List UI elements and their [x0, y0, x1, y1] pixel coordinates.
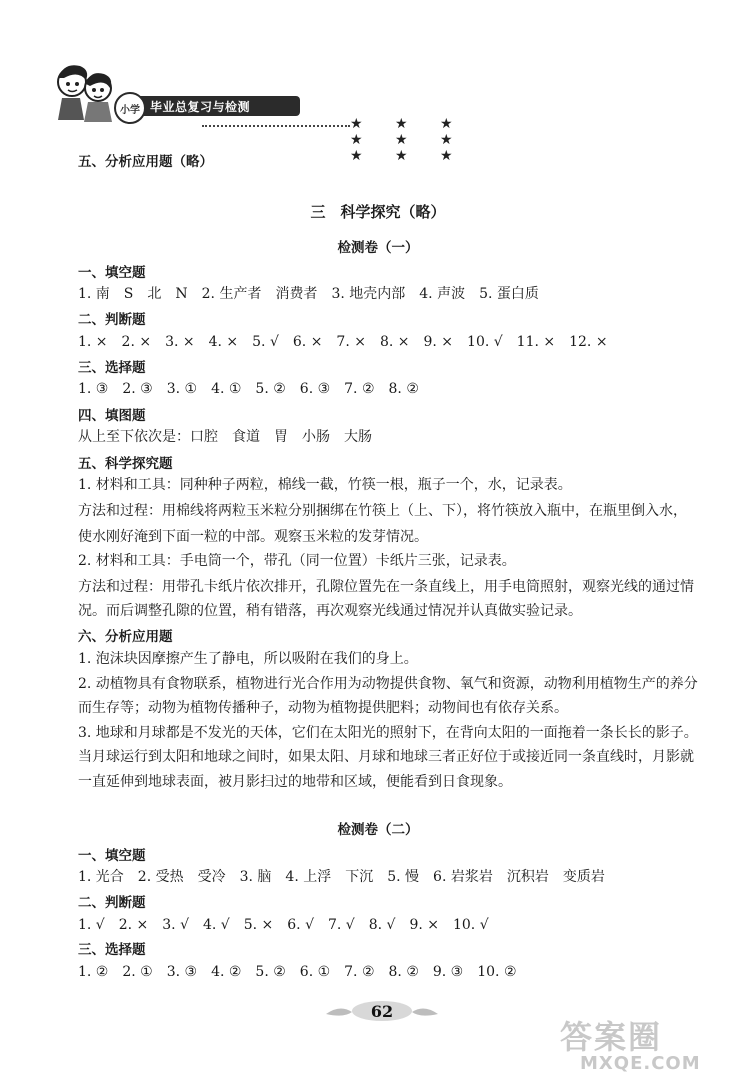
answer-line: 3. 地球和月球都是不发光的天体，它们在太阳光的照射下，在背向太阳的一面拖着一条长长的影子。	[78, 725, 698, 741]
answer-line: 2. 材料和工具：手电筒一个，带孔（同一位置）卡纸片三张，记录表。	[78, 553, 516, 569]
test-title-1: 检测卷（一）	[337, 240, 419, 256]
section-heading: 一、填空题	[78, 848, 146, 864]
answer-line: 使水刚好淹到下面一粒的中部。观察玉米粒的发芽情况。	[78, 529, 428, 545]
answer-line: 1. 材料和工具：同种种子两粒，棉线一截，竹筷一根，瓶子一个，水，记录表。	[78, 477, 572, 493]
answer-line: 从上至下依次是：口腔 食道 胃 小肠 大肠	[78, 429, 372, 445]
section-heading: 五、分析应用题（略）	[78, 154, 213, 170]
answer-line: 方法和过程：用棉线将两粒玉米粒分别捆绑在竹筷上（上、下），将竹筷放入瓶中，在瓶里倒入水，	[78, 503, 687, 519]
page-number: 62	[370, 1001, 394, 1021]
answer-line: 而生存等；动物为植物传播种子，动物为植物提供肥料；动物间也有依存关系。	[78, 700, 568, 716]
section-heading: 四、填图题	[78, 408, 146, 424]
section-heading: 一、填空题	[78, 265, 146, 281]
series-banner	[120, 96, 300, 116]
section-heading: 五、科学探究题	[78, 456, 173, 472]
watermark-logo	[560, 1020, 740, 1080]
answer-line: 1. 南 S 北 N 2. 生产者 消费者 3. 地壳内部 4. 声波 5. 蛋白质	[78, 286, 539, 302]
section-heading: 二、判断题	[78, 895, 146, 911]
answer-line: 一直延伸到地球表面，被月影扫过的地带和区域，便能看到日食现象。	[78, 774, 512, 790]
watermark-url: MXQE.COM	[580, 1053, 701, 1074]
answer-line: 1. √ 2. × 3. √ 4. √ 5. × 6. √ 7. √ 8. √ 9. × 10. √	[78, 917, 489, 933]
answer-line: 1. 泡沫块因摩擦产生了静电，所以吸附在我们的身上。	[78, 651, 418, 667]
answer-line: 1. ③ 2. ③ 3. ① 4. ① 5. ② 6. ③ 7. ② 8. ②	[78, 381, 419, 397]
answer-line: 1. × 2. × 3. × 4. × 5. √ 6. × 7. × 8. × 9. × 10. √ 11. × 12. ×	[78, 334, 608, 350]
test-title-2: 检测卷（二）	[337, 822, 419, 838]
section-heading: 三、选择题	[78, 942, 146, 958]
answer-line: 1. ② 2. ① 3. ③ 4. ② 5. ② 6. ① 7. ② 8. ② 9. ③ 10. ②	[78, 964, 517, 980]
header-dotted-rule	[202, 125, 350, 127]
answer-line: 方法和过程：用带孔卡纸片依次排开，孔隙位置先在一条直线上，用手电筒照射，观察光线的通过情	[78, 579, 694, 595]
watermark-text: 答案圈	[560, 1018, 663, 1056]
answer-line: 当月球运行到太阳和地球之间时，如果太阳、月球和地球三者正好位于或接近同一条直线时，月影就	[78, 749, 694, 765]
answer-line: 1. 光合 2. 受热 受冷 3. 脑 4. 上浮 下沉 5. 慢 6. 岩浆岩 沉积岩 变质岩	[78, 869, 605, 885]
section-heading: 二、判断题	[78, 312, 146, 328]
section-heading: 三、选择题	[78, 360, 146, 376]
series-badge: 小学	[114, 92, 146, 124]
header-stars: ★ ★ ★ ★ ★ ★ ★ ★ ★	[350, 116, 467, 164]
chapter-title: 三 科学探究（略）	[310, 203, 446, 221]
answer-line: 况。而后调整孔隙的位置，稍有错落，再次观察光线通过情况并认真做实验记录。	[78, 603, 582, 619]
answer-line: 2. 动植物具有食物联系，植物进行光合作用为动物提供食物、氧气和资源，动物利用植物生产的养分	[78, 676, 698, 692]
series-title: 毕业总复习与检测	[150, 99, 251, 114]
section-heading: 六、分析应用题	[78, 629, 173, 645]
children-mascot-logo	[50, 58, 122, 124]
